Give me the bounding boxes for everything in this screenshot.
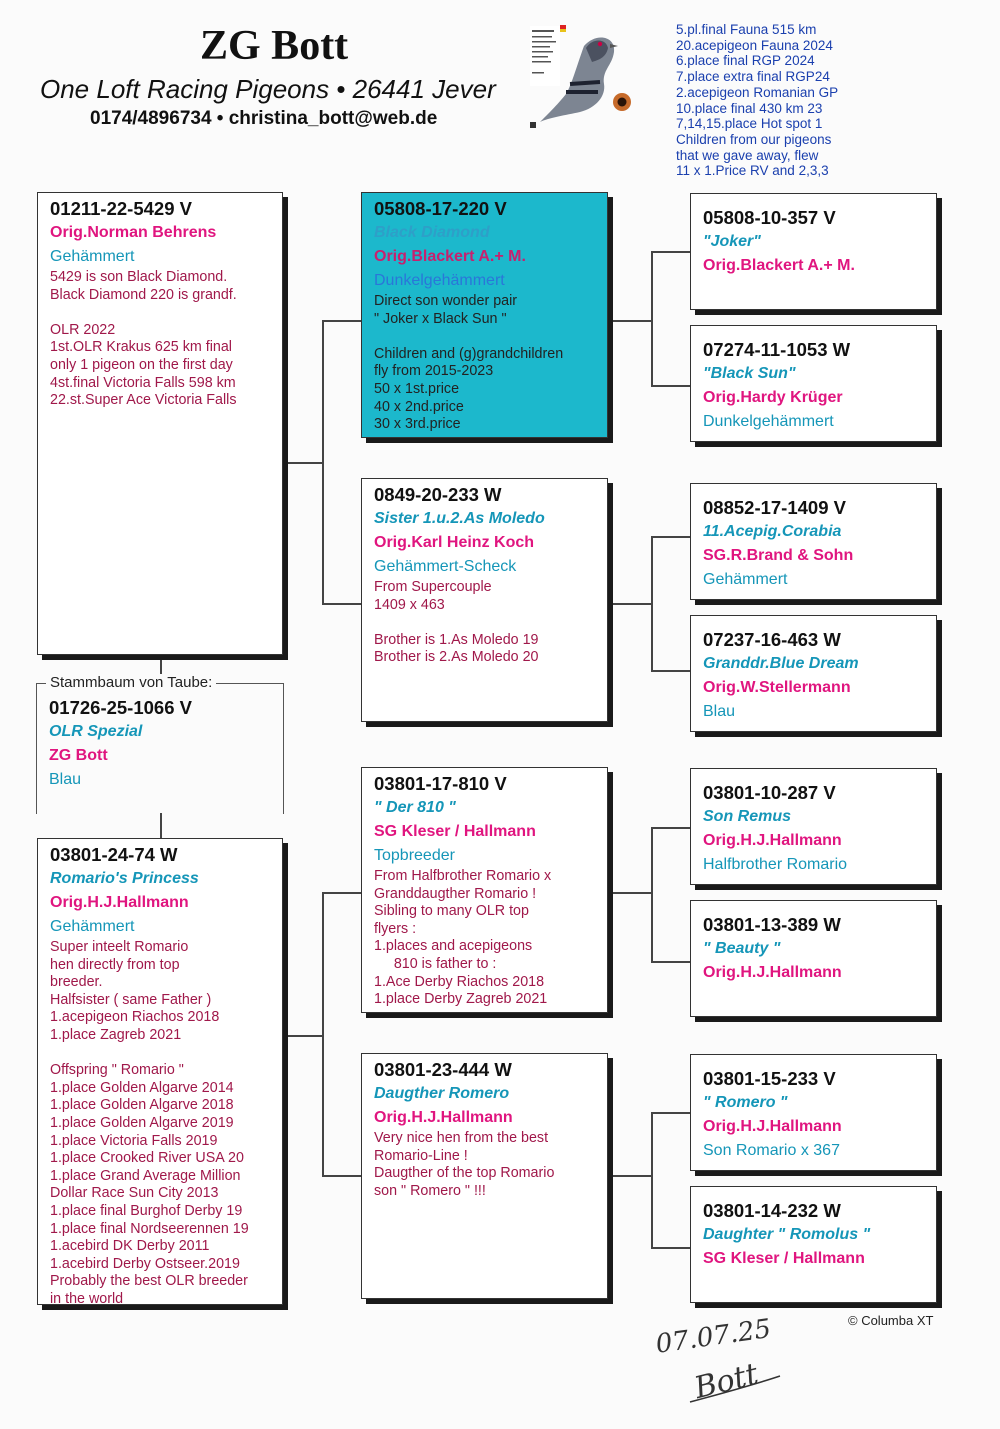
dds-box <box>690 1054 937 1171</box>
breeder: SG.R.Brand & Sohn <box>703 547 854 564</box>
note-line: 1.place Derby Zagreb 2021 <box>374 991 548 1008</box>
color: Gehämmert <box>50 248 135 265</box>
note-line: 1.place Victoria Falls 2019 <box>50 1132 218 1149</box>
connector-line <box>282 462 322 464</box>
breeder: ZG Bott <box>49 747 108 764</box>
notes <box>374 579 597 667</box>
pigeon-name: Black Diamond <box>374 224 490 241</box>
notes <box>50 269 272 410</box>
note-line: Very nice hen from the best <box>374 1130 549 1146</box>
breeder: SG Kleser / Hallmann <box>703 1250 865 1267</box>
note-line: 1.place Zagreb 2021 <box>50 1026 182 1043</box>
achievement-item: 2.acepigeon Romanian GP <box>676 84 839 100</box>
notes <box>374 293 597 434</box>
color: Blau <box>703 703 736 720</box>
note-line: Black Diamond 220 is grandf. <box>50 286 237 303</box>
subtitle: One Loft Racing Pigeons • 26441 Jever <box>40 74 496 104</box>
breeder: Orig.Norman Behrens <box>50 224 217 241</box>
subject-pigeon <box>37 692 202 792</box>
note-line: " Joker x Black Sun " <box>374 310 507 327</box>
note-line: Direct son wonder pair <box>374 293 518 309</box>
achievement-item: 7,14,15.place Hot spot 1 <box>676 116 823 132</box>
note-line <box>50 1045 272 1063</box>
color: Dunkelgehämmert <box>374 272 505 289</box>
achievements-list <box>676 22 838 179</box>
pigeon-name: "Joker" <box>703 233 761 250</box>
note-line: Halfsister ( same Father ) <box>50 991 212 1008</box>
connector-line <box>651 251 653 385</box>
breeder: Orig.Blackert A.+ M. <box>374 248 526 265</box>
signature-date: 07.07.25 <box>653 1313 773 1360</box>
page-title: ZG Bott <box>200 23 349 69</box>
pigeon-name: Daugther Romero <box>374 1085 510 1102</box>
achievement-item: 5.pl.final Fauna 515 km <box>676 22 817 37</box>
color: Son Romario x 367 <box>703 1142 840 1159</box>
note-line: 1.place Grand Average Million <box>50 1167 241 1184</box>
pigeon-name: Son Remus <box>703 808 792 825</box>
connector-line <box>651 1247 691 1249</box>
note-line: 1.place Golden Algarve 2018 <box>50 1097 234 1114</box>
pigeon-name: " Beauty " <box>703 940 781 957</box>
connector-line <box>322 320 362 322</box>
color: Topbreeder <box>374 847 455 864</box>
note-line: 40 x 2nd.price <box>374 398 464 415</box>
handwritten-signature <box>650 1310 800 1410</box>
notes <box>374 1130 597 1200</box>
note-line: 50 x 1st.price <box>374 380 460 397</box>
achievement-item: Children from our pigeons <box>676 131 832 147</box>
connector-line <box>282 1035 322 1037</box>
color: Blau <box>49 771 82 788</box>
achievement-item: 6.place final RGP 2024 <box>676 53 815 69</box>
stammbaum-label: Stammbaum von Taube: <box>46 674 216 691</box>
note-line: Brother is 2.As Moledo 20 <box>374 649 539 666</box>
achievement-item: 20.acepigeon Fauna 2024 <box>676 37 833 53</box>
ring-number: 01726-25-1066 V <box>49 697 192 718</box>
note-line: 1.place Golden Algarve 2019 <box>50 1114 234 1131</box>
note-line: 1st.OLR Krakus 625 km final <box>50 339 232 356</box>
ring-number: 01211-22-5429 V <box>50 198 192 219</box>
connector-line <box>651 827 691 829</box>
note-line: Sibling to many OLR top <box>374 903 529 920</box>
connector-line <box>651 251 691 253</box>
connector-line <box>651 536 653 670</box>
note-line: 1409 x 463 <box>374 596 445 613</box>
ssd-box <box>690 325 937 442</box>
pigeon-name: OLR Spezial <box>49 723 143 740</box>
note-line: Daugther of the top Romario <box>374 1165 555 1182</box>
breeder: Orig.W.Stellermann <box>703 679 851 696</box>
connector-line <box>651 961 691 963</box>
note-line: 1.acepigeon Riachos 2018 <box>50 1009 220 1026</box>
color: Gehämmert-Scheck <box>374 558 517 575</box>
breeder: Orig.Blackert A.+ M. <box>703 257 855 274</box>
connector-line <box>160 813 162 838</box>
note-line: From Halfbrother Romario x <box>374 868 552 884</box>
connector-line <box>651 670 691 672</box>
note-line: 1.acebird Derby Ostseer.2019 <box>50 1255 240 1272</box>
connector-line <box>322 603 362 605</box>
breeder: SG Kleser / Hallmann <box>374 823 536 840</box>
breeder: Orig.Hardy Krüger <box>703 389 843 406</box>
sss-box <box>690 193 937 310</box>
pigeon-name: "Black Sun" <box>703 365 796 382</box>
note-line: 5429 is son Black Diamond. <box>50 269 228 285</box>
color: Halfbrother Romario <box>703 856 848 873</box>
ring-number: 03801-15-233 V <box>703 1068 836 1089</box>
note-line: flyers : <box>374 920 417 937</box>
achievement-item: 7.place extra final RGP24 <box>676 69 830 85</box>
note-line: 1.places and acepigeons <box>374 938 533 955</box>
dam-box <box>37 838 283 1305</box>
dss-box <box>690 768 937 885</box>
sds-box <box>690 483 937 600</box>
pigeon-name: Sister 1.u.2.As Moledo <box>374 510 545 527</box>
ring-number: 0849-20-233 W <box>374 484 502 505</box>
ring-number: 05808-17-220 V <box>374 198 507 219</box>
ring-number: 03801-13-389 W <box>703 914 841 935</box>
ring-number: 03801-23-444 W <box>374 1059 512 1080</box>
note-line: Super inteelt Romario <box>50 939 189 955</box>
notes <box>50 939 272 1305</box>
note-line: 1.place Golden Algarve 2014 <box>50 1079 234 1096</box>
ring-number: 03801-17-810 V <box>374 773 507 794</box>
dsd-box <box>690 900 937 1017</box>
connector-line <box>322 892 362 894</box>
connector-line <box>608 892 651 894</box>
pigeon-name: 11.Acepig.Corabia <box>703 523 842 540</box>
connector-line <box>608 603 651 605</box>
sdd-box <box>690 615 937 732</box>
note-line: Dollar Race Sun City 2013 <box>50 1185 219 1202</box>
achievement-item: 10.place final 430 km 23 <box>676 100 823 116</box>
ring-number: 03801-10-287 V <box>703 782 836 803</box>
signature-name: Bott <box>690 1356 762 1407</box>
note-line: 1.place Crooked River USA 20 <box>50 1150 244 1167</box>
note-line: Romario-Line ! <box>374 1147 468 1164</box>
note-line: 4st.final Victoria Falls 598 km <box>50 374 236 391</box>
note-line <box>374 328 597 346</box>
note-line: only 1 pigeon on the first day <box>50 356 233 373</box>
ring-number: 08852-17-1409 V <box>703 497 846 518</box>
copyright: © Columba XT <box>848 1313 934 1328</box>
connector-line <box>322 1175 362 1177</box>
note-line: Offspring " Romario " <box>50 1062 184 1079</box>
sire-sire-box <box>361 192 608 438</box>
note-line: 30 x 3rd.price <box>374 416 461 433</box>
connector-line <box>322 892 324 1175</box>
note-line: hen directly from top <box>50 956 180 973</box>
connector-line <box>651 385 691 387</box>
breeder: Orig.H.J.Hallmann <box>703 1118 842 1135</box>
note-line: Granddaugther Romario ! <box>374 885 537 902</box>
connector-line <box>651 1112 691 1114</box>
breeder: Orig.Karl Heinz Koch <box>374 534 535 551</box>
breeder: Orig.H.J.Hallmann <box>374 1109 513 1126</box>
note-line: OLR 2022 <box>50 321 116 338</box>
sire-dam-box <box>361 478 608 722</box>
color: Dunkelgehämmert <box>703 413 834 430</box>
sire-box <box>37 192 283 655</box>
dam-sire-box <box>361 767 608 1013</box>
note-line: Brother is 1.As Moledo 19 <box>374 631 539 648</box>
pigeon-name: Daughter " Romolus " <box>703 1226 871 1243</box>
note-line: breeder. <box>50 974 103 991</box>
note-line: 22.st.Super Ace Victoria Falls <box>50 392 237 409</box>
connector-line <box>651 1112 653 1247</box>
note-line: fly from 2015-2023 <box>374 363 494 380</box>
note-line: in the world <box>50 1290 124 1305</box>
connector-line <box>608 320 651 322</box>
achievement-item: that we gave away, flew <box>676 147 819 163</box>
ring-number: 03801-24-74 W <box>50 844 178 865</box>
connector-line <box>651 536 691 538</box>
note-line: 1.place final Nordseerennen 19 <box>50 1220 249 1237</box>
pigeon-logo <box>526 22 638 132</box>
ring-number: 07274-11-1053 W <box>703 339 851 360</box>
color: Gehämmert <box>703 571 788 588</box>
pigeon-name: Granddr.Blue Dream <box>703 655 859 672</box>
connector-line <box>608 1175 651 1177</box>
dam-dam-box <box>361 1053 608 1299</box>
pigeon-name: Romario's Princess <box>50 870 199 887</box>
pigeon-name: " Romero " <box>703 1094 788 1111</box>
note-line: Probably the best OLR breeder <box>50 1273 248 1290</box>
connector-line <box>651 827 653 961</box>
ddd-box <box>690 1186 937 1303</box>
note-line: 1.Ace Derby Riachos 2018 <box>374 973 545 990</box>
ring-number: 07237-16-463 W <box>703 629 841 650</box>
pigeon-name: " Der 810 " <box>374 799 456 816</box>
note-line: 810 is father to : <box>374 955 497 972</box>
ring-number: 05808-10-357 V <box>703 207 836 228</box>
note-line <box>50 304 272 322</box>
breeder: Orig.H.J.Hallmann <box>703 832 842 849</box>
note-line: From Supercouple <box>374 579 492 595</box>
note-line: 1.acebird DK Derby 2011 <box>50 1238 210 1255</box>
achievement-item: 11 x 1.Price RV and 2,3,3 <box>676 163 829 179</box>
breeder: Orig.H.J.Hallmann <box>703 964 842 981</box>
breeder: Orig.H.J.Hallmann <box>50 894 189 911</box>
note-line: 1.place final Burghof Derby 19 <box>50 1202 243 1219</box>
connector-line <box>322 320 324 603</box>
color: Gehämmert <box>50 918 135 935</box>
note-line <box>374 614 597 632</box>
note-line: Children and (g)grandchildren <box>374 345 564 362</box>
ring-number: 03801-14-232 W <box>703 1200 841 1221</box>
contact-line: 0174/4896734 • christina_bott@web.de <box>90 108 438 129</box>
note-line: son " Romero " !!! <box>374 1182 486 1199</box>
notes <box>374 868 597 1009</box>
